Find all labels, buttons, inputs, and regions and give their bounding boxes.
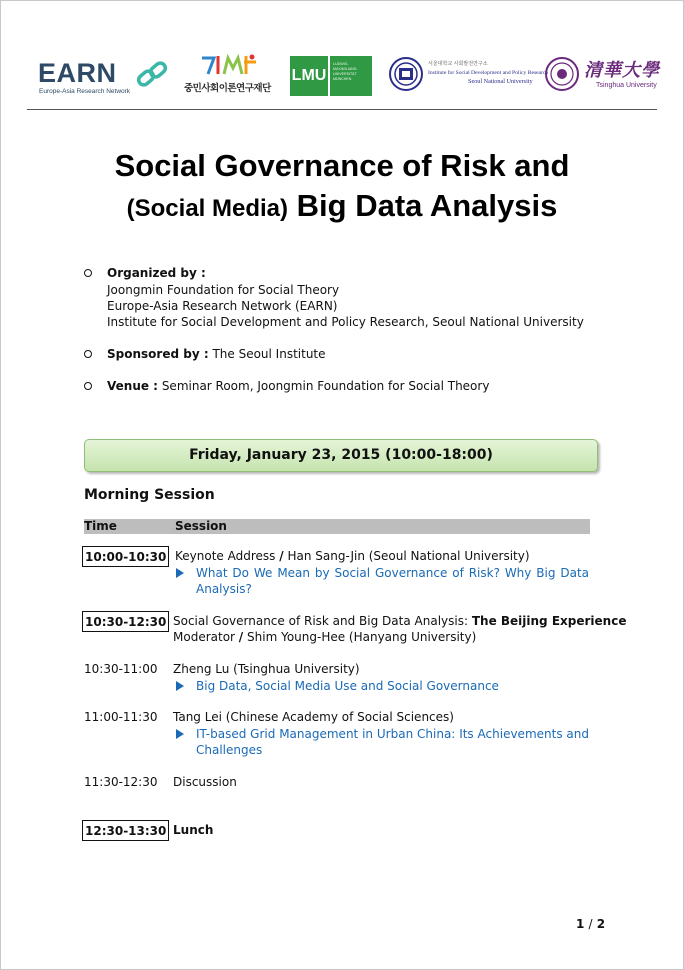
- talk-title-line: Analysis?: [196, 582, 252, 596]
- talk-title-line: Big Data, Social Media Use and Social Governance: [196, 679, 499, 693]
- table-header: [84, 519, 590, 534]
- logo-strip: [36, 50, 660, 104]
- lmu-logo: [290, 56, 372, 96]
- document-title-line-2: [0, 188, 684, 224]
- moderator-line: Moderator / Shim Young-Hee (Hanyang University): [173, 630, 477, 644]
- tsinghua-logo-chinese: 清華大學: [584, 60, 660, 81]
- organizer-line: Europe-Asia Research Network (EARN): [107, 299, 338, 313]
- organized-by-label: Organized by :: [107, 266, 206, 280]
- header-divider: [27, 109, 657, 110]
- play-arrow-icon: [176, 729, 184, 739]
- time-column-header: Time: [84, 519, 117, 533]
- venue-line: [107, 379, 489, 393]
- date-banner: Friday, January 23, 2015 (10:00-18:00): [84, 439, 598, 472]
- bullet-icon: [84, 350, 92, 358]
- bullet-icon: [84, 269, 92, 277]
- session-title: Social Governance of Risk and Big Data Analysis: The Beijing Experience: [173, 614, 627, 628]
- play-arrow-icon: [176, 568, 184, 578]
- sponsored-by-label: Sponsored by :: [107, 347, 209, 361]
- time-slot-boxed: 10:00-10:30: [82, 546, 169, 567]
- time-slot: 11:30-12:30: [84, 775, 158, 789]
- sponsored-by-value: The Seoul Institute: [212, 347, 326, 361]
- snu-logo: [388, 56, 549, 96]
- earn-logo: [38, 58, 178, 98]
- time-slot: 11:00-11:30: [84, 710, 158, 724]
- session-column-header: Session: [175, 519, 227, 533]
- time-slot: 10:30-11:00: [84, 662, 158, 676]
- speaker-line: Zheng Lu (Tsinghua University): [173, 662, 360, 676]
- session-title: Keynote Address / Han Sang-Jin (Seoul National University): [175, 549, 530, 563]
- session-title: Discussion: [173, 775, 237, 789]
- chain-link-icon: [136, 60, 170, 90]
- organizer-line: Joongmin Foundation for Social Theory: [107, 283, 340, 297]
- time-slot-boxed: 12:30-13:30: [82, 820, 169, 841]
- title-main-phrase: Big Data Analysis: [296, 188, 558, 223]
- snu-emblem-icon: [388, 56, 424, 92]
- title-parenthetical: (Social Media): [126, 195, 289, 222]
- snu-logo-institute: Institute for Social Development and Policy Research: [428, 70, 549, 76]
- snu-logo-korean: 서울대학교 사회발전연구소: [428, 61, 488, 67]
- talk-title-line: Challenges: [196, 743, 263, 757]
- lmu-logo-subtitle: LUDWIG-MAXIMILIANS-UNIVERSITÄT MÜNCHEN: [330, 56, 372, 96]
- time-slot-boxed: 10:30-12:30: [82, 611, 169, 632]
- session-title: Lunch: [173, 823, 214, 837]
- page-number: 1 / 2: [576, 917, 606, 931]
- sponsored-by-line: [107, 347, 326, 361]
- joongmin-logo-name: 중민사회이론연구재단: [184, 83, 271, 94]
- earn-logo-subtitle: Europe-Asia Research Network: [39, 88, 131, 95]
- joongmin-logo: [182, 50, 278, 104]
- speaker-line: Tang Lei (Chinese Academy of Social Sciences): [173, 710, 454, 724]
- document-title-line-1: Social Governance of Risk and: [114, 148, 570, 183]
- lmu-logo-mark: LMU: [290, 56, 328, 96]
- play-arrow-icon: [176, 681, 184, 691]
- session-heading: Morning Session: [84, 487, 215, 503]
- organizer-line: Institute for Social Development and Policy Research, Seoul National University: [107, 315, 584, 329]
- snu-logo-university: Seoul National University: [468, 78, 533, 85]
- venue-value: Seminar Room, Joongmin Foundation for Social Theory: [161, 379, 490, 393]
- earn-logo-word: EARN: [38, 58, 117, 88]
- talk-title-line: IT-based Grid Management in Urban China: Its Achievements and: [196, 727, 589, 741]
- bullet-icon: [84, 382, 92, 390]
- tsinghua-logo: [544, 54, 660, 98]
- tsinghua-logo-english: Tsinghua University: [596, 82, 657, 89]
- joongmin-mark-icon: [200, 52, 260, 78]
- venue-label: Venue :: [107, 379, 158, 393]
- talk-title-line: What Do We Mean by Social Governance of Risk? Why Big Data: [196, 566, 589, 580]
- tsinghua-emblem-icon: [544, 56, 580, 92]
